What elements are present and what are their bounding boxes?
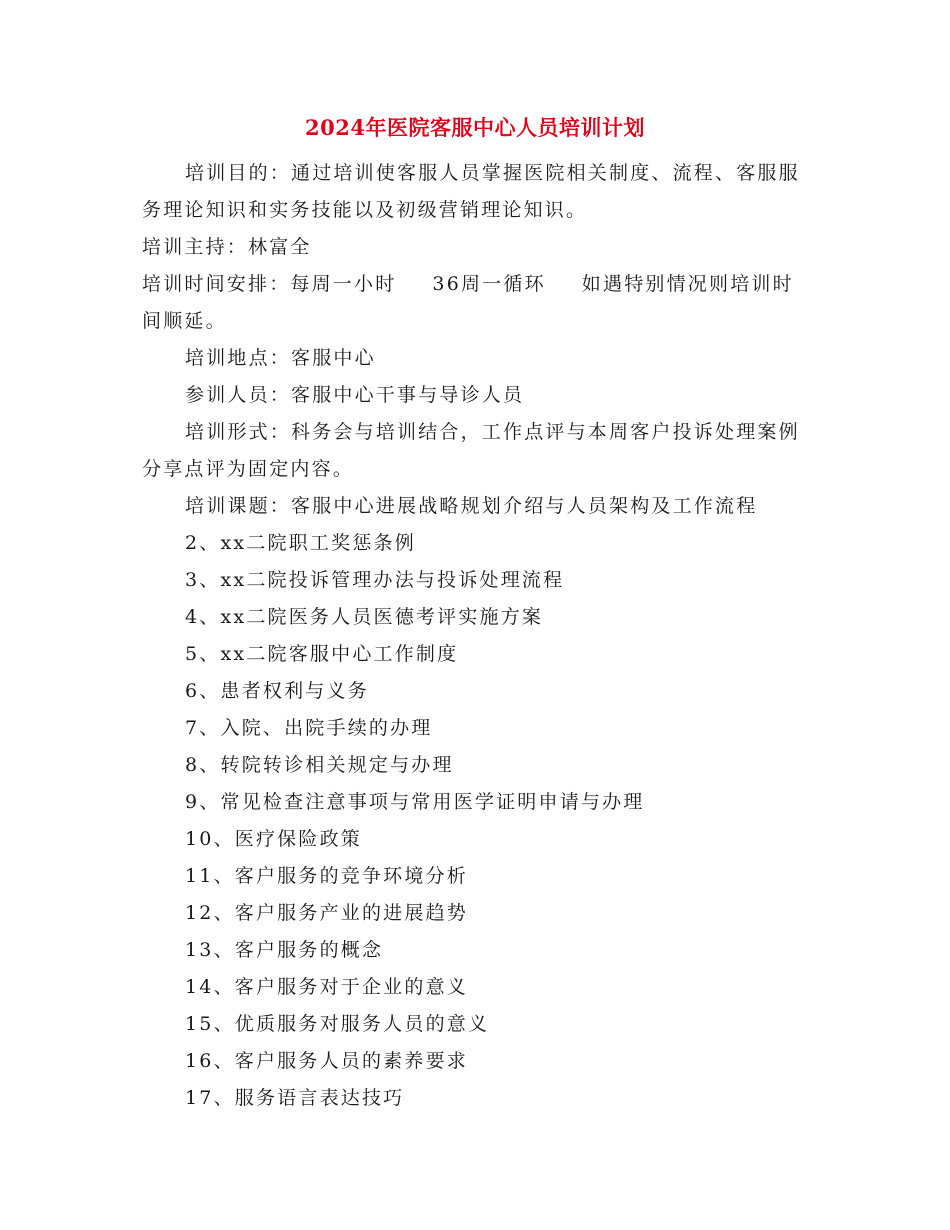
schedule-part1: 培训时间安排：每周一小时 <box>142 273 397 295</box>
schedule-paragraph <box>142 266 812 340</box>
list-item: 16、客户服务人员的素养要求 <box>185 1050 468 1072</box>
list-item: 3、xx二院投诉管理办法与投诉处理流程 <box>185 569 565 591</box>
document-title: 2024年医院客服中心人员培训计划 <box>305 115 645 140</box>
schedule-part2: 36周一循环 <box>432 273 546 295</box>
list-item: 14、客户服务对于企业的意义 <box>185 976 468 998</box>
list-item: 12、客户服务产业的进展趋势 <box>185 902 468 924</box>
list-item: 17、服务语言表达技巧 <box>185 1087 405 1109</box>
participants-paragraph: 参训人员：客服中心干事与导诊人员 <box>185 384 525 406</box>
topics-list <box>142 525 812 1117</box>
purpose-paragraph: 培训目的：通过培训使客服人员掌握医院相关制度、流程、客服服务理论知识和实务技能以及初级营销理论知识。 <box>142 162 800 221</box>
list-item: 10、医疗保险政策 <box>185 828 362 850</box>
location-paragraph: 培训地点：客服中心 <box>185 347 376 369</box>
list-item: 4、xx二院医务人员医德考评实施方案 <box>185 606 544 628</box>
list-item: 7、入院、出院手续的办理 <box>185 717 433 739</box>
list-item: 5、xx二院客服中心工作制度 <box>185 643 459 665</box>
list-item: 11、客户服务的竞争环境分析 <box>185 865 468 887</box>
schedule-part3: 如遇特别情况则培训时间顺延。 <box>142 273 794 332</box>
host-paragraph: 培训主持：林富全 <box>142 236 312 258</box>
list-item: 6、患者权利与义务 <box>185 680 369 702</box>
list-item: 8、转院转诊相关规定与办理 <box>185 754 454 776</box>
format-paragraph: 培训形式：科务会与培训结合，工作点评与本周客户投诉处理案例分享点评为固定内容。 <box>142 421 800 480</box>
list-item: 13、客户服务的概念 <box>185 939 384 961</box>
list-item: 9、常见检查注意事项与常用医学证明申请与办理 <box>185 791 645 813</box>
list-item: 2、xx二院职工奖惩条例 <box>185 532 416 554</box>
list-item: 15、优质服务对服务人员的意义 <box>185 1013 490 1035</box>
topics-intro-paragraph: 培训课题：客服中心进展战略规划介绍与人员架构及工作流程 <box>185 495 758 517</box>
document-body <box>142 155 812 1117</box>
